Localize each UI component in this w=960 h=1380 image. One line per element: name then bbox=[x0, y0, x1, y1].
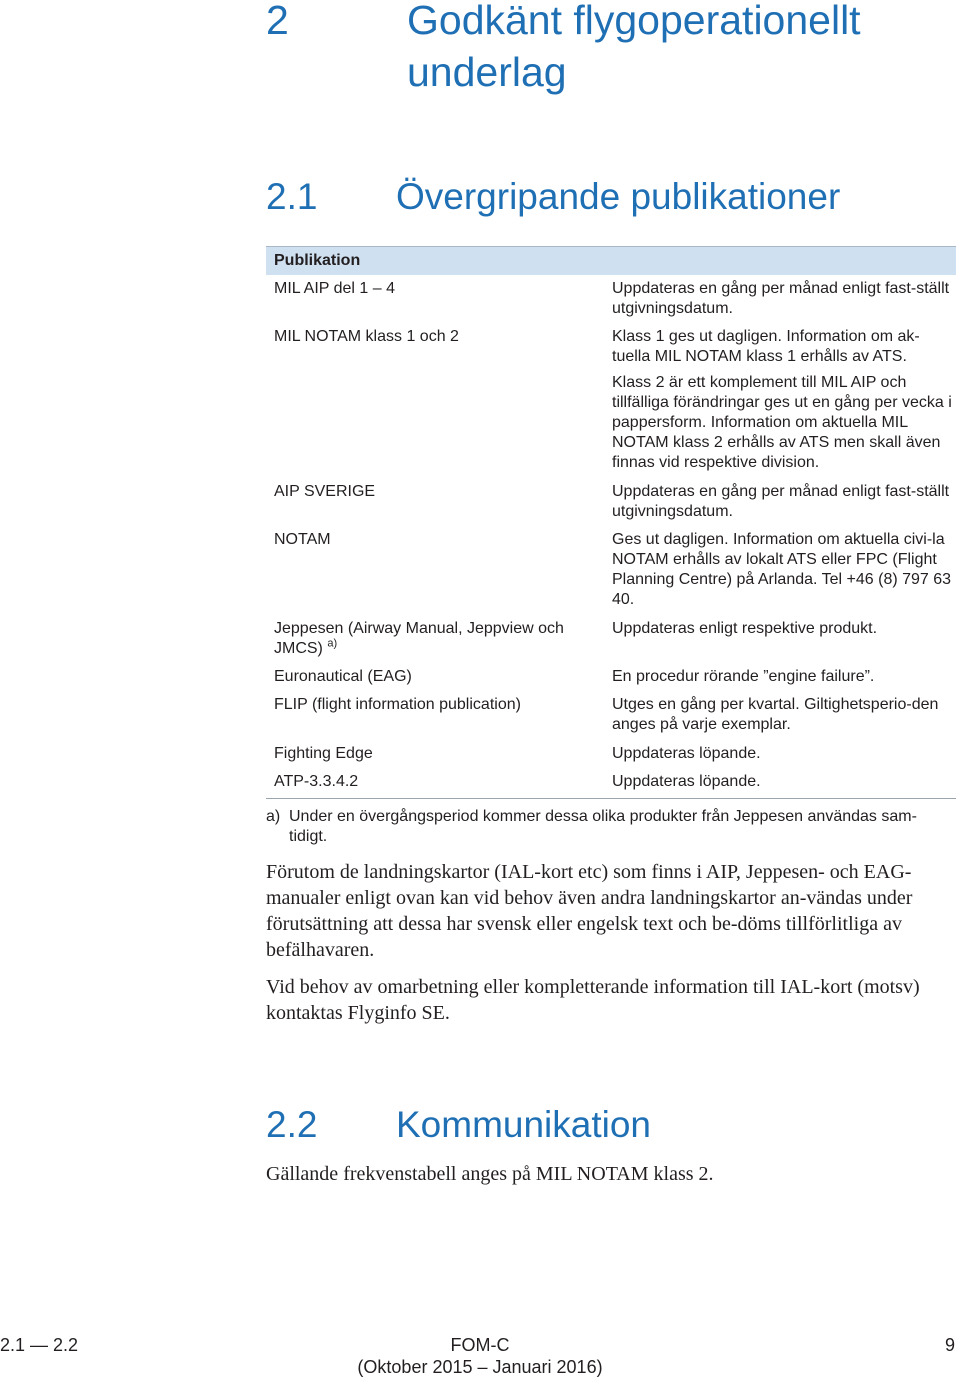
table-cell-publication: AIP SVERIGE bbox=[274, 483, 376, 500]
section-body: Gällande frekvenstabell anges på MIL NOTAM klass 2. bbox=[266, 1163, 714, 1185]
body-paragraph: Förutom de landningskartor (IAL-kort etc) som finns i AIP, Jeppesen- och EAG-manualer enligt ovan kan vid behov även andra landningskartor an-vändas under förutsättning att dessa har svensk eller engelsk text och be-döms tillförlitliga av befälhavaren. bbox=[266, 861, 913, 961]
table-cell-description: Uppdateras löpande. bbox=[612, 773, 761, 790]
table-cell-description: Uppdateras enligt respektive produkt. bbox=[612, 620, 878, 637]
section-title: Kommunikation bbox=[396, 1104, 652, 1145]
page-number: 9 bbox=[944, 1335, 955, 1355]
table-cell-publication: MIL AIP del 1 – 4 bbox=[274, 280, 395, 297]
table-cell-description: Klass 1 ges ut dagligen. Information om ak-tuella MIL NOTAM klass 1 erhålls av ATS. bbox=[612, 328, 920, 365]
footnote-mark: a) bbox=[266, 808, 281, 825]
table-cell-description: Klass 2 är ett komplement till MIL AIP och tillfälliga förändringar ges ut en gång per vecka i pappersform. Information om aktuella MIL NOTAM klass 2 erhålls av ATS men skall även finnas vid respektive division. bbox=[612, 374, 952, 471]
footer-document-period: (Oktober 2015 – Januari 2016) bbox=[357, 1357, 603, 1377]
table-cell-publication: ATP-3.3.4.2 bbox=[274, 773, 359, 790]
table-cell-publication: Fighting Edge bbox=[274, 745, 373, 762]
table-header-label: Publikation bbox=[274, 252, 361, 269]
table-header bbox=[266, 246, 956, 275]
footer-section-range: 2.1 — 2.2 bbox=[0, 1335, 79, 1355]
footnote-reference: a) bbox=[327, 637, 338, 650]
table-cell-publication: MIL NOTAM klass 1 och 2 bbox=[274, 328, 459, 345]
body-paragraph: Vid behov av omarbetning eller kompletterande information till IAL-kort (motsv) kontaktas Flyginfo SE. bbox=[266, 976, 920, 1024]
section-number: 2.1 bbox=[266, 176, 318, 217]
publication-name: Jeppesen (Airway Manual, Jeppview och JMCS) bbox=[274, 620, 564, 657]
table-cell-description: Uppdateras en gång per månad enligt fast-ställt utgivningsdatum. bbox=[612, 483, 950, 520]
footer-document-title: FOM-C bbox=[450, 1335, 510, 1355]
table-cell-publication bbox=[274, 619, 594, 659]
table-bottom-rule bbox=[266, 798, 956, 799]
table-cell-publication: FLIP (flight information publication) bbox=[274, 696, 521, 713]
table-cell-publication: Euronautical (EAG) bbox=[274, 668, 412, 685]
table-cell-description: En procedur rörande ”engine failure”. bbox=[612, 668, 875, 685]
chapter-number: 2 bbox=[266, 0, 289, 43]
table-cell-description: Utges en gång per kvartal. Giltighetsperio-den anges på varje exemplar. bbox=[612, 696, 939, 733]
table-cell-description: Uppdateras löpande. bbox=[612, 745, 761, 762]
section-number: 2.2 bbox=[266, 1104, 318, 1145]
table-cell-description: Ges ut dagligen. Information om aktuella civi-la NOTAM erhålls av lokalt ATS eller FPC (Flight Planning Centre) på Arlanda. Tel +46 (8) 797 63 40. bbox=[612, 531, 952, 608]
section-title: Övergripande publikationer bbox=[396, 176, 841, 217]
table-cell-publication: NOTAM bbox=[274, 531, 331, 548]
table-cell-description: Uppdateras en gång per månad enligt fast-ställt utgivningsdatum. bbox=[612, 280, 950, 317]
chapter-title: Godkänt flygoperationellt underlag bbox=[407, 0, 861, 95]
footnote-text: Under en övergångsperiod kommer dessa olika produkter från Jeppesen användas sam-tidigt. bbox=[289, 808, 917, 845]
